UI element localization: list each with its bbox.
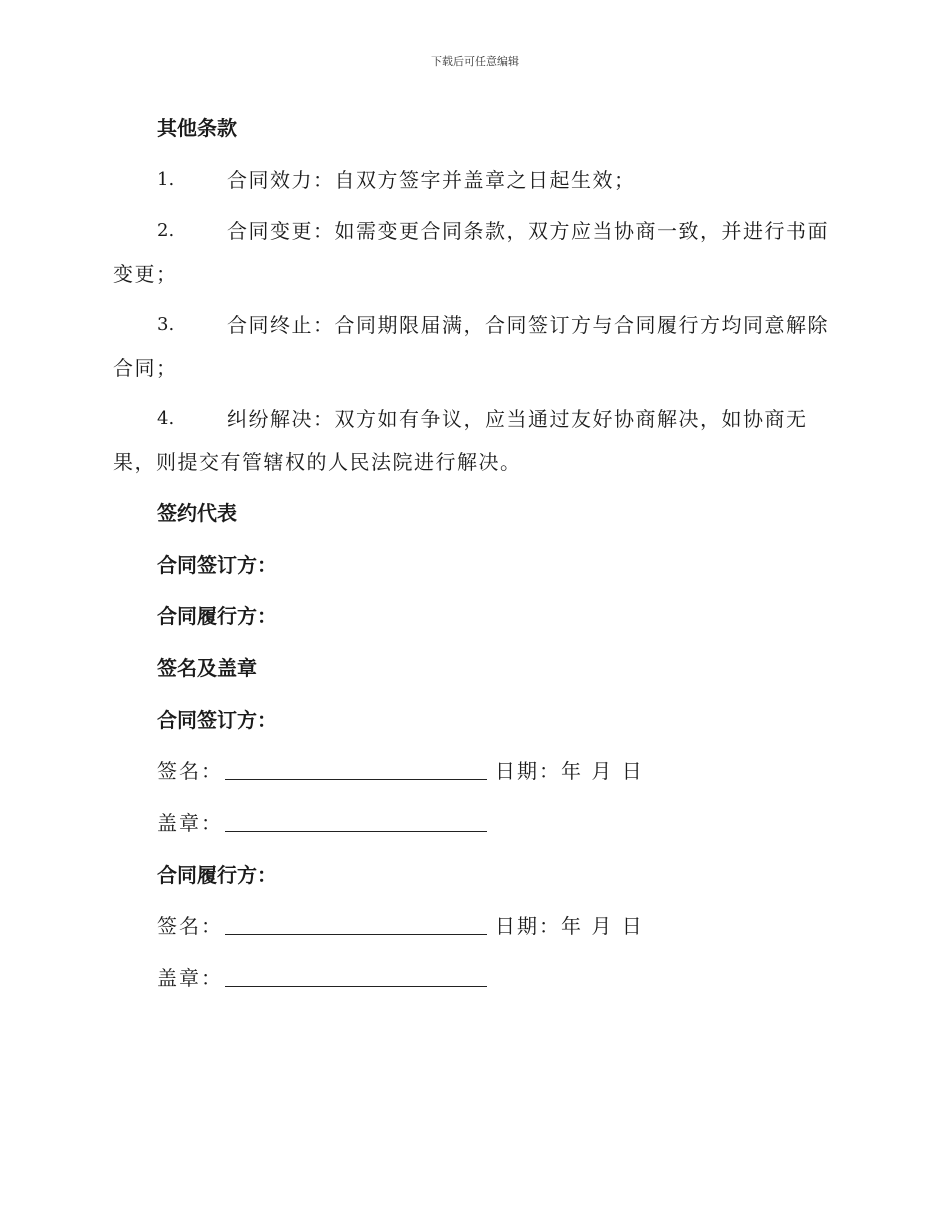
clause-number: 3. (157, 314, 175, 335)
clause-text: 合同效力：自双方签字并盖章之日起生效； (227, 168, 636, 192)
performer-party-label: 合同履行方： (157, 604, 277, 628)
performer-party-heading: 合同履行方： (157, 863, 277, 887)
section-title-signature-seal: 签名及盖章 (157, 656, 257, 680)
clause-text-continued: 合同； (113, 356, 178, 380)
seal-blank-line[interactable] (225, 966, 487, 987)
section-title-representatives: 签约代表 (157, 501, 237, 525)
performer-signature-row (157, 914, 644, 938)
signature-blank-line[interactable] (225, 759, 487, 780)
seal-blank-line[interactable] (225, 811, 487, 832)
clause-text: 合同变更：如需变更合同条款，双方应当协商一致，并进行书面 (227, 219, 829, 243)
date-label: 日期：年 月 日 (495, 914, 644, 938)
signer-signature-row (157, 759, 644, 783)
date-label: 日期：年 月 日 (495, 759, 644, 783)
clause-number: 1. (157, 169, 175, 190)
clause-text: 纠纷解决：双方如有争议，应当通过友好协商解决，如协商无 (227, 407, 808, 431)
signer-seal-row (157, 811, 495, 835)
section-title-other-terms: 其他条款 (157, 116, 237, 140)
performer-seal-row (157, 966, 495, 990)
signature-blank-line[interactable] (225, 914, 487, 935)
signature-label: 签名： (157, 914, 223, 938)
seal-label: 盖章： (157, 966, 223, 990)
clause-text: 合同终止：合同期限届满，合同签订方与合同履行方均同意解除 (227, 313, 829, 337)
clause-number: 4. (157, 408, 175, 429)
signer-party-label: 合同签订方： (157, 553, 277, 577)
seal-label: 盖章： (157, 811, 223, 835)
page-header-note: 下载后可任意编辑 (431, 55, 519, 68)
clause-text-continued: 果，则提交有管辖权的人民法院进行解决。 (113, 450, 522, 474)
signature-label: 签名： (157, 759, 223, 783)
clause-number: 2. (157, 220, 175, 241)
signer-party-heading: 合同签订方： (157, 708, 277, 732)
clause-text-continued: 变更； (113, 262, 178, 286)
